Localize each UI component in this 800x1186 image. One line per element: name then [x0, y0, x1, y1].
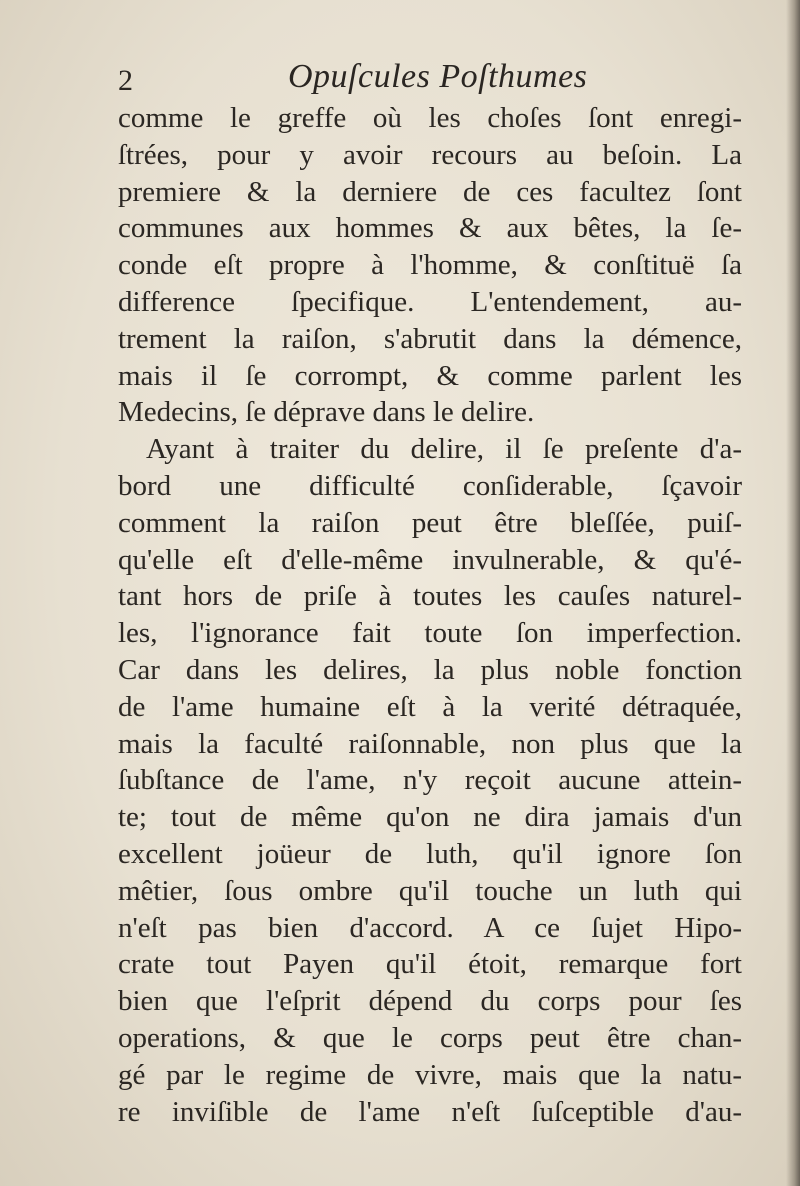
paragraph-start-line: Ayant à traiter du delire, il ſe preſente d'a-: [146, 433, 742, 466]
text-line: tant hors de priſe à toutes les cauſes naturel-: [118, 580, 742, 613]
text-line: operations, & que le corps peut être chan-: [118, 1021, 742, 1054]
text-line: trement la raiſon, s'abrutit dans la démence,: [118, 322, 742, 355]
text-line: ſubſtance de l'ame, n'y reçoit aucune attein-: [118, 764, 742, 797]
text-line: les, l'ignorance fait toute ſon imperfection.: [118, 617, 742, 650]
text-line: mais la faculté raiſonnable, non plus que la: [118, 727, 742, 760]
page-edge-shadow: [786, 0, 800, 1186]
text-line: mais il ſe corrompt, & comme parlent les: [118, 359, 742, 392]
text-line: excellent joüeur de luth, qu'il ignore ſon: [118, 837, 742, 870]
text-line: comment la raiſon peut être bleſſée, puiſ-: [118, 506, 742, 539]
text-line: re inviſible de l'ame n'eſt ſuſceptible d'au-: [118, 1095, 742, 1128]
running-title: Opuſcules Poſthumes: [288, 58, 588, 95]
text-line: de l'ame humaine eſt à la verité détraquée,: [118, 690, 742, 723]
text-line: premiere & la derniere de ces facultez ſont: [118, 175, 742, 208]
text-line: bien que l'eſprit dépend du corps pour ſes: [118, 985, 742, 1018]
text-line: mêtier, ſous ombre qu'il touche un luth qui: [118, 874, 742, 907]
text-line: gé par le regime de vivre, mais que la natu-: [118, 1058, 742, 1091]
page-header: [118, 58, 738, 102]
text-line: Medecins, ſe déprave dans le delire.: [118, 396, 535, 429]
text-line: ſtrées, pour y avoir recours au beſoin. La: [118, 138, 742, 171]
text-line: te; tout de même qu'on ne dira jamais d'un: [118, 801, 742, 834]
text-line: crate tout Payen qu'il étoit, remarque fort: [118, 948, 742, 981]
text-line: communes aux hommes & aux bêtes, la ſe-: [118, 212, 742, 245]
text-line: conde eſt propre à l'homme, & conſtituë ſa: [118, 249, 742, 282]
text-line: qu'elle eſt d'elle-même invulnerable, & qu'é-: [118, 543, 742, 576]
text-line: n'eſt pas bien d'accord. A ce ſujet Hipo-: [118, 911, 742, 944]
text-line: comme le greffe où les choſes ſont enregi-: [118, 102, 742, 134]
page-number: 2: [118, 64, 133, 97]
text-line: difference ſpecifique. L'entendement, au-: [118, 285, 742, 318]
body-text: [118, 100, 742, 1130]
text-line: Car dans les delires, la plus noble fonction: [118, 653, 742, 686]
text-line: bord une difficulté conſiderable, ſçavoir: [118, 469, 742, 502]
